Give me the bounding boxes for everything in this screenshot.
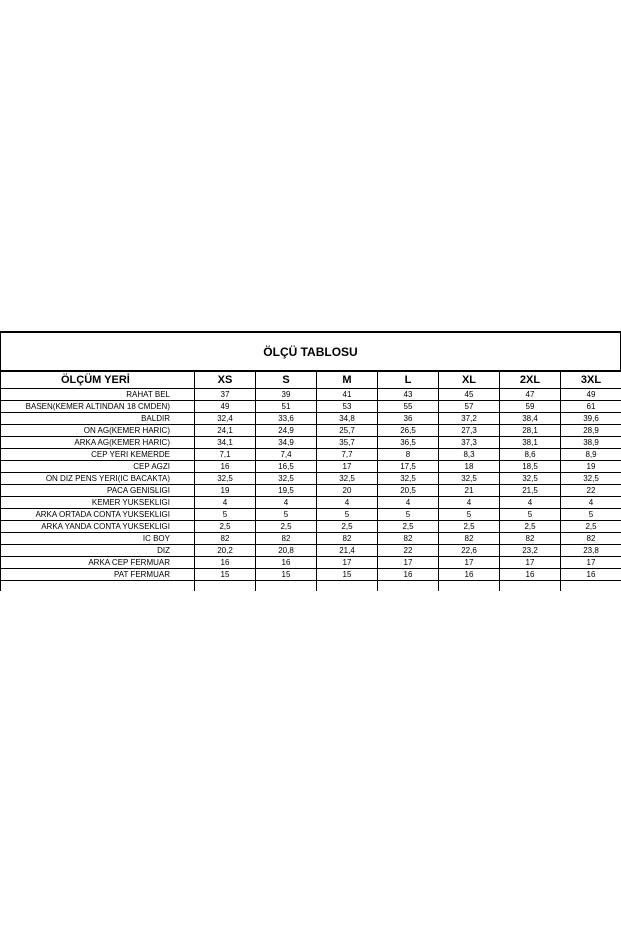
measure-point-label: KEMER YUKSEKLIGI	[1, 497, 195, 509]
table-row	[1, 509, 621, 521]
measurement-cell: 7,7	[317, 449, 378, 461]
measurement-cell: 4	[195, 497, 256, 509]
measurement-cell: 2,5	[256, 521, 317, 533]
measure-point-label: ON DIZ PENS YERI(IC BACAKTA)	[1, 473, 195, 485]
measurement-cell: 38,4	[500, 413, 561, 425]
size-table	[0, 371, 621, 591]
measurement-cell: 82	[317, 533, 378, 545]
measurement-cell: 34,8	[317, 413, 378, 425]
measurement-cell: 51	[256, 401, 317, 413]
measurement-cell: 2,5	[561, 521, 621, 533]
measurement-cell: 43	[378, 389, 439, 401]
size-chart-title: ÖLÇÜ TABLOSU	[0, 331, 621, 371]
measurement-cell: 27,3	[439, 425, 500, 437]
measurement-cell: 17	[317, 461, 378, 473]
table-row	[1, 545, 621, 557]
measurement-cell: 32,4	[195, 413, 256, 425]
column-header-measure-point: ÖLÇÜM YERİ	[1, 372, 195, 389]
table-row	[1, 389, 621, 401]
measurement-cell: 5	[500, 509, 561, 521]
measure-point-label: CEP AGZI	[1, 461, 195, 473]
measurement-cell: 2,5	[500, 521, 561, 533]
measurement-cell: 36	[378, 413, 439, 425]
measurement-cell: 18	[439, 461, 500, 473]
measurement-cell: 34,1	[195, 437, 256, 449]
measurement-cell: 8	[378, 449, 439, 461]
measurement-cell: 82	[378, 533, 439, 545]
measurement-cell: 32,5	[500, 473, 561, 485]
measurement-cell: 28,1	[500, 425, 561, 437]
measurement-cell: 4	[378, 497, 439, 509]
empty-cell	[1, 581, 195, 592]
measurement-cell: 5	[561, 509, 621, 521]
measurement-cell: 32,5	[256, 473, 317, 485]
measure-point-label: ARKA YANDA CONTA YUKSEKLIGI	[1, 521, 195, 533]
measurement-cell: 25,7	[317, 425, 378, 437]
measurement-cell: 16	[256, 557, 317, 569]
column-header-size: M	[317, 372, 378, 389]
measurement-cell: 2,5	[378, 521, 439, 533]
measurement-cell: 19	[561, 461, 621, 473]
measurement-cell: 59	[500, 401, 561, 413]
measurement-cell: 18,5	[500, 461, 561, 473]
measure-point-label: RAHAT BEL	[1, 389, 195, 401]
measurement-cell: 4	[317, 497, 378, 509]
column-header-size: 2XL	[500, 372, 561, 389]
measurement-cell: 17	[317, 557, 378, 569]
measurement-cell: 82	[500, 533, 561, 545]
measurement-cell: 5	[439, 509, 500, 521]
column-header-size: S	[256, 372, 317, 389]
measurement-cell: 7,4	[256, 449, 317, 461]
empty-cell	[378, 581, 439, 592]
measurement-cell: 20,5	[378, 485, 439, 497]
column-header-size: XL	[439, 372, 500, 389]
measurement-cell: 15	[256, 569, 317, 581]
measure-point-label: BASEN(KEMER ALTINDAN 18 CMDEN)	[1, 401, 195, 413]
measurement-cell: 16	[439, 569, 500, 581]
table-row	[1, 473, 621, 485]
measurement-cell: 5	[378, 509, 439, 521]
measurement-cell: 37,3	[439, 437, 500, 449]
measurement-cell: 4	[500, 497, 561, 509]
empty-cell	[256, 581, 317, 592]
measurement-cell: 32,5	[439, 473, 500, 485]
column-header-size: 3XL	[561, 372, 621, 389]
measurement-cell: 15	[195, 569, 256, 581]
table-row	[1, 497, 621, 509]
measurement-cell: 21,4	[317, 545, 378, 557]
measurement-cell: 16	[195, 557, 256, 569]
measurement-cell: 53	[317, 401, 378, 413]
measurement-cell: 20	[317, 485, 378, 497]
measurement-cell: 82	[561, 533, 621, 545]
measure-point-label: PAT FERMUAR	[1, 569, 195, 581]
measure-point-label: BALDIR	[1, 413, 195, 425]
measure-point-label: ARKA CEP FERMUAR	[1, 557, 195, 569]
measurement-cell: 4	[439, 497, 500, 509]
table-row	[1, 569, 621, 581]
measurement-cell: 21	[439, 485, 500, 497]
measurement-cell: 15	[317, 569, 378, 581]
table-body	[1, 389, 621, 592]
measurement-cell: 5	[317, 509, 378, 521]
measurement-cell: 17	[378, 557, 439, 569]
measurement-cell: 32,5	[378, 473, 439, 485]
measurement-cell: 38,1	[500, 437, 561, 449]
table-row	[1, 461, 621, 473]
empty-row	[1, 581, 621, 592]
measurement-cell: 35,7	[317, 437, 378, 449]
measurement-cell: 38,9	[561, 437, 621, 449]
measurement-cell: 2,5	[195, 521, 256, 533]
measurement-cell: 8,3	[439, 449, 500, 461]
measurement-cell: 37,2	[439, 413, 500, 425]
measurement-cell: 17	[561, 557, 621, 569]
measure-point-label: PACA GENISLIGI	[1, 485, 195, 497]
measure-point-label: DIZ	[1, 545, 195, 557]
measurement-cell: 24,1	[195, 425, 256, 437]
measurement-cell: 16	[500, 569, 561, 581]
measurement-cell: 55	[378, 401, 439, 413]
measurement-cell: 32,5	[317, 473, 378, 485]
measurement-cell: 39	[256, 389, 317, 401]
measurement-cell: 32,5	[561, 473, 621, 485]
measurement-cell: 19,5	[256, 485, 317, 497]
measurement-cell: 82	[195, 533, 256, 545]
column-header-size: XS	[195, 372, 256, 389]
measurement-cell: 36,5	[378, 437, 439, 449]
measurement-cell: 19	[195, 485, 256, 497]
measurement-cell: 41	[317, 389, 378, 401]
table-row	[1, 401, 621, 413]
measure-point-label: ON AG(KEMER HARIC)	[1, 425, 195, 437]
measurement-cell: 17	[500, 557, 561, 569]
measurement-cell: 82	[256, 533, 317, 545]
empty-cell	[317, 581, 378, 592]
measure-point-label: ARKA AG(KEMER HARIC)	[1, 437, 195, 449]
measurement-cell: 57	[439, 401, 500, 413]
measurement-cell: 16	[378, 569, 439, 581]
measurement-cell: 5	[256, 509, 317, 521]
measurement-cell: 33,6	[256, 413, 317, 425]
measurement-cell: 34,9	[256, 437, 317, 449]
measurement-cell: 23,8	[561, 545, 621, 557]
table-row	[1, 557, 621, 569]
measurement-cell: 22,6	[439, 545, 500, 557]
measurement-cell: 32,5	[195, 473, 256, 485]
measurement-cell: 82	[439, 533, 500, 545]
measurement-cell: 20,2	[195, 545, 256, 557]
measurement-cell: 45	[439, 389, 500, 401]
measurement-cell: 4	[256, 497, 317, 509]
measurement-cell: 61	[561, 401, 621, 413]
empty-cell	[500, 581, 561, 592]
empty-cell	[561, 581, 621, 592]
size-chart	[0, 331, 621, 591]
header-row	[1, 372, 621, 389]
measure-point-label: CEP YERI KEMERDE	[1, 449, 195, 461]
empty-cell	[195, 581, 256, 592]
measurement-cell: 8,9	[561, 449, 621, 461]
measurement-cell: 17,5	[378, 461, 439, 473]
measurement-cell: 49	[195, 401, 256, 413]
table-row	[1, 485, 621, 497]
measurement-cell: 49	[561, 389, 621, 401]
measurement-cell: 23,2	[500, 545, 561, 557]
measurement-cell: 22	[378, 545, 439, 557]
table-row	[1, 413, 621, 425]
table-row	[1, 437, 621, 449]
table-row	[1, 425, 621, 437]
measurement-cell: 16	[195, 461, 256, 473]
measure-point-label: IC BOY	[1, 533, 195, 545]
measurement-cell: 16	[561, 569, 621, 581]
measurement-cell: 37	[195, 389, 256, 401]
measurement-cell: 2,5	[439, 521, 500, 533]
table-row	[1, 533, 621, 545]
measurement-cell: 8,6	[500, 449, 561, 461]
table-row	[1, 521, 621, 533]
measurement-cell: 16,5	[256, 461, 317, 473]
measure-point-label: ARKA ORTADA CONTA YUKSEKLIGI	[1, 509, 195, 521]
empty-cell	[439, 581, 500, 592]
measurement-cell: 22	[561, 485, 621, 497]
measurement-cell: 39,6	[561, 413, 621, 425]
measurement-cell: 7,1	[195, 449, 256, 461]
measurement-cell: 4	[561, 497, 621, 509]
measurement-cell: 47	[500, 389, 561, 401]
measurement-cell: 24,9	[256, 425, 317, 437]
measurement-cell: 21,5	[500, 485, 561, 497]
measurement-cell: 20,8	[256, 545, 317, 557]
column-header-size: L	[378, 372, 439, 389]
table-row	[1, 449, 621, 461]
measurement-cell: 26,5	[378, 425, 439, 437]
measurement-cell: 28,9	[561, 425, 621, 437]
measurement-cell: 17	[439, 557, 500, 569]
measurement-cell: 2,5	[317, 521, 378, 533]
measurement-cell: 5	[195, 509, 256, 521]
